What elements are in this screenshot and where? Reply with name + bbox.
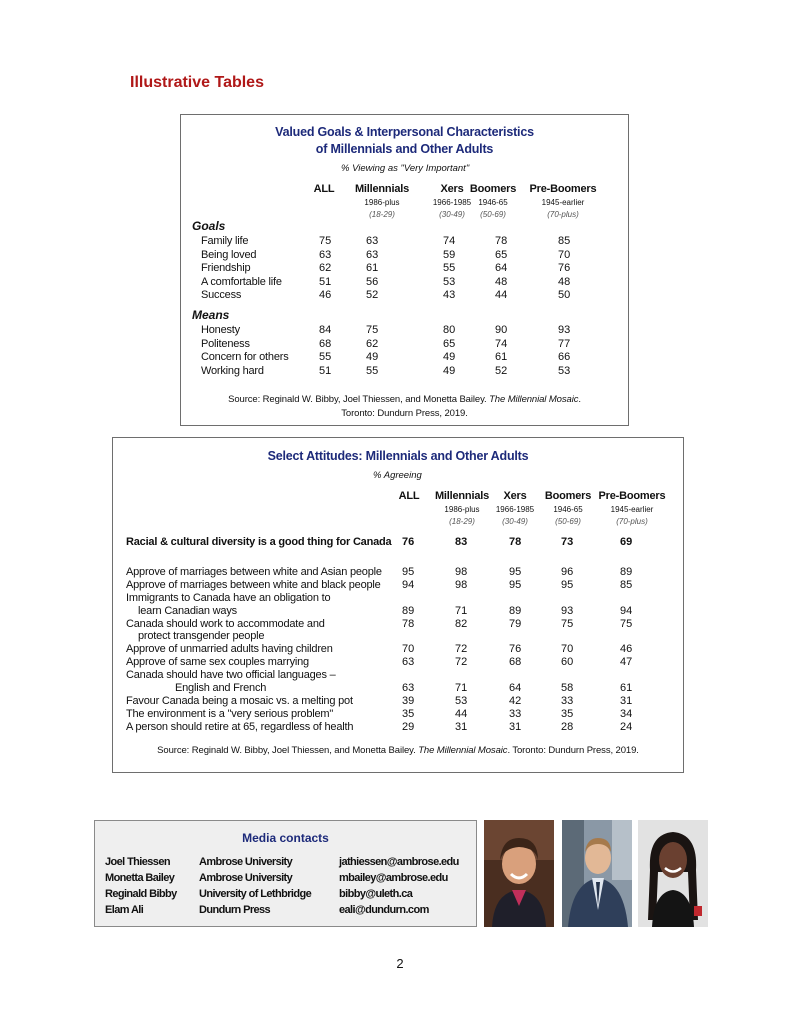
table1-cell: 50 — [558, 289, 571, 302]
table2-cell: 31 — [509, 720, 522, 733]
table1-cell: 49 — [443, 351, 456, 364]
table1-cell: 55 — [319, 351, 332, 364]
table2-cell: 95 — [509, 566, 522, 578]
table2-column-ages: (30-49) — [502, 517, 528, 526]
table2-title: Select Attitudes: Millennials and Other Adults — [267, 449, 529, 463]
table1-cell: 84 — [319, 324, 332, 336]
table2-source-prefix: Source: Reginald W. Bibby, Joel Thiessen, and Monetta Bailey. — [157, 745, 419, 756]
table2-cell: 96 — [561, 566, 574, 578]
table2-cell: 76 — [509, 643, 522, 655]
table1-cell: 53 — [443, 275, 456, 288]
table1-cell: 64 — [495, 262, 508, 275]
table2-cell: 70 — [561, 643, 574, 655]
table1-column-years: 1966-1985 — [432, 198, 472, 207]
contact-org: Dundurn Press — [199, 904, 271, 916]
table1-row-label: Concern for others — [201, 351, 289, 364]
table2-cell: 93 — [561, 604, 574, 617]
table2-cell: 61 — [620, 681, 633, 694]
contact-email: mbailey@ambrose.edu — [339, 872, 448, 884]
table1-cell: 80 — [443, 324, 456, 336]
table2-cell: 79 — [509, 617, 522, 630]
table1-cell: 55 — [443, 262, 456, 275]
table1-row-label: Politeness — [201, 337, 250, 350]
table2-cell: 71 — [455, 681, 468, 694]
table1-cell: 44 — [495, 289, 508, 302]
table1-cell: 74 — [495, 337, 508, 350]
table1-row-label: Success — [201, 289, 242, 302]
table2-row-label: Approve of same sex couples marrying — [126, 656, 309, 668]
table2-cell: 70 — [402, 643, 415, 655]
table1-cell: 85 — [558, 235, 571, 247]
table2-column-header: Millennials — [434, 490, 490, 502]
table2-cell: 69 — [620, 536, 633, 548]
table2-cell: 75 — [561, 617, 574, 630]
table2-cell: 83 — [455, 536, 468, 548]
table1-cell: 68 — [319, 337, 332, 350]
table2-cell: 89 — [402, 604, 415, 617]
table2-cell: 76 — [402, 536, 415, 548]
table1-cell: 56 — [366, 275, 379, 288]
table1-cell: 74 — [443, 235, 456, 247]
table1-column-header: ALL — [313, 183, 335, 195]
table1-cell: 52 — [495, 364, 508, 377]
table1-row-label: Working hard — [201, 364, 264, 377]
contact-name: Monetta Bailey — [105, 872, 175, 884]
contact-email: bibby@uleth.ca — [339, 888, 413, 900]
table1-cell: 90 — [495, 324, 508, 336]
table2-cell: 94 — [402, 579, 415, 591]
table2-row-label: Immigrants to Canada have an obligation to — [126, 592, 331, 604]
table2-cell: 72 — [455, 643, 468, 655]
table1-cell: 63 — [366, 248, 379, 261]
table1-cell: 61 — [495, 351, 508, 364]
table2-cell: 53 — [455, 694, 468, 707]
table2-cell: 72 — [455, 656, 468, 668]
table1-source — [181, 394, 628, 405]
table2-cell: 75 — [620, 617, 633, 630]
table1-source-line2: Toronto: Dundurn Press, 2019. — [341, 408, 468, 419]
table2-cell: 35 — [561, 707, 574, 720]
table2-cell: 95 — [561, 579, 574, 591]
table1-cell: 46 — [319, 289, 332, 302]
table2-row-label: Racial & cultural diversity is a good thing for Canada — [126, 536, 392, 548]
table1-cell: 48 — [558, 275, 571, 288]
table2-cell: 33 — [561, 694, 574, 707]
table2-cell: 85 — [620, 579, 633, 591]
table1-cell: 76 — [558, 262, 571, 275]
table1-cell: 51 — [319, 364, 332, 377]
table1-title-line2: of Millennials and Other Adults — [315, 142, 494, 156]
table2-column-years: 1986-plus — [444, 505, 480, 514]
table1-column-ages: (70-plus) — [547, 210, 579, 219]
table2-row-label-continued: English and French — [175, 681, 267, 694]
table2-cell: 28 — [561, 720, 574, 733]
table2-column-ages: (18-29) — [449, 517, 475, 526]
table1-cell: 75 — [366, 324, 379, 336]
table2-row-label: A person should retire at 65, regardless of health — [126, 720, 354, 733]
table1-row-label: Friendship — [201, 262, 251, 275]
table1-column-years: 1986-plus — [364, 198, 400, 207]
table2-cell: 29 — [402, 720, 415, 733]
table1-source-prefix: Source: Reginald W. Bibby, Joel Thiessen, and Monetta Bailey. — [228, 394, 490, 405]
table2-cell: 44 — [455, 707, 468, 720]
table1-row-label: Honesty — [201, 324, 240, 336]
table1-cell: 66 — [558, 351, 571, 364]
table1-cell: 93 — [558, 324, 571, 336]
contact-org: University of Lethbridge — [199, 888, 312, 900]
table1-column-header: Xers — [440, 183, 464, 195]
photo-man-suit — [562, 820, 632, 927]
table2-cell: 58 — [561, 681, 574, 694]
table2-column-header: Pre-Boomers — [598, 490, 666, 502]
media-contacts-box — [94, 820, 477, 927]
table2-row-label-continued: learn Canadian ways — [138, 604, 237, 617]
table2-source-suffix: . Toronto: Dundurn Press, 2019. — [507, 745, 639, 756]
table2-cell: 73 — [561, 536, 574, 548]
table1-row-label: Being loved — [201, 248, 257, 261]
table1-title-line1: Valued Goals & Interpersonal Characteristics — [275, 125, 534, 139]
table1-cell: 65 — [443, 337, 456, 350]
table1-cell: 49 — [443, 364, 456, 377]
page-heading: Illustrative Tables — [130, 74, 264, 91]
table1-cell: 51 — [319, 275, 332, 288]
contact-org: Ambrose University — [199, 856, 293, 868]
contact-name: Elam Ali — [105, 904, 144, 916]
table1-cell: 65 — [495, 248, 508, 261]
table2-column-ages: (50-69) — [555, 517, 581, 526]
valued-goals-table — [180, 114, 629, 426]
table1-cell: 62 — [366, 337, 379, 350]
table2-subtitle: % Agreeing — [373, 470, 422, 481]
table2-cell: 63 — [402, 656, 415, 668]
table2-cell: 71 — [455, 604, 468, 617]
table1-column-header: Boomers — [469, 183, 517, 195]
page-number: 2 — [396, 956, 404, 971]
photo-man-smiling — [484, 820, 554, 927]
table2-cell: 95 — [509, 579, 522, 591]
photo-woman-smiling — [638, 820, 708, 927]
table2-cell: 98 — [455, 579, 468, 591]
table1-cell: 49 — [366, 351, 379, 364]
table1-row-label: A comfortable life — [201, 275, 282, 288]
table2-cell: 89 — [620, 566, 633, 578]
table1-column-ages: (50-69) — [480, 210, 506, 219]
contact-email: jathiessen@ambrose.edu — [339, 856, 459, 868]
table2-cell: 95 — [402, 566, 415, 578]
table2-cell: 31 — [455, 720, 468, 733]
table1-cell: 63 — [366, 235, 379, 247]
table2-cell: 24 — [620, 720, 633, 733]
table1-section-label: Goals — [192, 219, 226, 233]
table2-cell: 33 — [509, 707, 522, 720]
table2-row-label: Approve of marriages between white and black people — [126, 579, 381, 591]
table2-cell: 82 — [455, 617, 468, 630]
table2-cell: 34 — [620, 707, 633, 720]
table2-cell: 78 — [402, 617, 415, 630]
table2-cell: 31 — [620, 694, 633, 707]
table2-column-years: 1945-earlier — [610, 505, 654, 514]
table2-column-years: 1946-65 — [553, 505, 583, 514]
table1-column-ages: (18-29) — [369, 210, 395, 219]
table2-column-header: Xers — [503, 490, 527, 502]
table1-column-years: 1946-65 — [478, 198, 508, 207]
table1-column-header: Pre-Boomers — [529, 183, 597, 195]
table2-cell: 39 — [402, 694, 415, 707]
table2-cell: 78 — [509, 536, 522, 548]
table2-cell: 68 — [509, 656, 522, 668]
table1-cell: 78 — [495, 235, 508, 247]
table1-row-label: Family life — [201, 235, 249, 247]
table2-column-ages: (70-plus) — [616, 517, 648, 526]
table2-source-title: The Millennial Mosaic — [418, 745, 508, 756]
table2-cell: 42 — [509, 694, 522, 707]
table2-row-label-continued: protect transgender people — [138, 630, 265, 642]
table1-cell: 77 — [558, 337, 571, 350]
table1-cell: 75 — [319, 235, 332, 247]
table1-cell: 52 — [366, 289, 379, 302]
select-attitudes-table — [112, 437, 684, 773]
contact-name: Reginald Bibby — [105, 888, 177, 900]
table2-cell: 47 — [620, 656, 633, 668]
table2-row-label: Canada should work to accommodate and — [126, 617, 325, 630]
table2-cell: 89 — [509, 604, 522, 617]
table1-column-ages: (30-49) — [439, 210, 465, 219]
table1-cell: 59 — [443, 248, 456, 261]
table1-cell: 48 — [495, 275, 508, 288]
table1-cell: 61 — [366, 262, 379, 275]
table1-source-title: The Millennial Mosaic — [489, 394, 579, 405]
table1-cell: 55 — [366, 364, 379, 377]
table2-cell: 64 — [509, 681, 522, 694]
table2-cell: 35 — [402, 707, 415, 720]
table1-cell: 53 — [558, 364, 571, 377]
table1-cell: 62 — [319, 262, 332, 275]
table2-column-header: ALL — [398, 490, 420, 502]
table1-source-suffix: . — [578, 394, 581, 405]
table2-cell: 94 — [620, 604, 633, 617]
table2-row-label: Favour Canada being a mosaic vs. a melting pot — [126, 694, 353, 707]
table1-column-years: 1945-earlier — [541, 198, 585, 207]
table1-cell: 63 — [319, 248, 332, 261]
table2-cell: 46 — [620, 643, 633, 655]
table2-column-header: Boomers — [544, 490, 592, 502]
table1-section-label: Means — [192, 308, 230, 322]
media-contacts-title: Media contacts — [242, 831, 329, 845]
contact-org: Ambrose University — [199, 872, 293, 884]
table2-cell: 63 — [402, 681, 415, 694]
table2-cell: 60 — [561, 656, 574, 668]
table2-cell: 98 — [455, 566, 468, 578]
table2-row-label: The environment is a "very serious problem" — [126, 707, 334, 720]
contact-name: Joel Thiessen — [105, 856, 170, 868]
table2-column-years: 1966-1985 — [495, 505, 535, 514]
table1-cell: 70 — [558, 248, 571, 261]
table2-row-label: Approve of unmarried adults having children — [126, 643, 333, 655]
contact-email: eali@dundurn.com — [339, 904, 429, 916]
table1-column-header: Millennials — [354, 183, 410, 195]
table2-row-label: Approve of marriages between white and Asian people — [126, 566, 382, 578]
table2-source — [113, 745, 683, 756]
table1-subtitle: % Viewing as "Very Important" — [341, 163, 470, 174]
table1-cell: 43 — [443, 289, 456, 302]
table2-row-label: Canada should have two official languages – — [126, 669, 336, 681]
